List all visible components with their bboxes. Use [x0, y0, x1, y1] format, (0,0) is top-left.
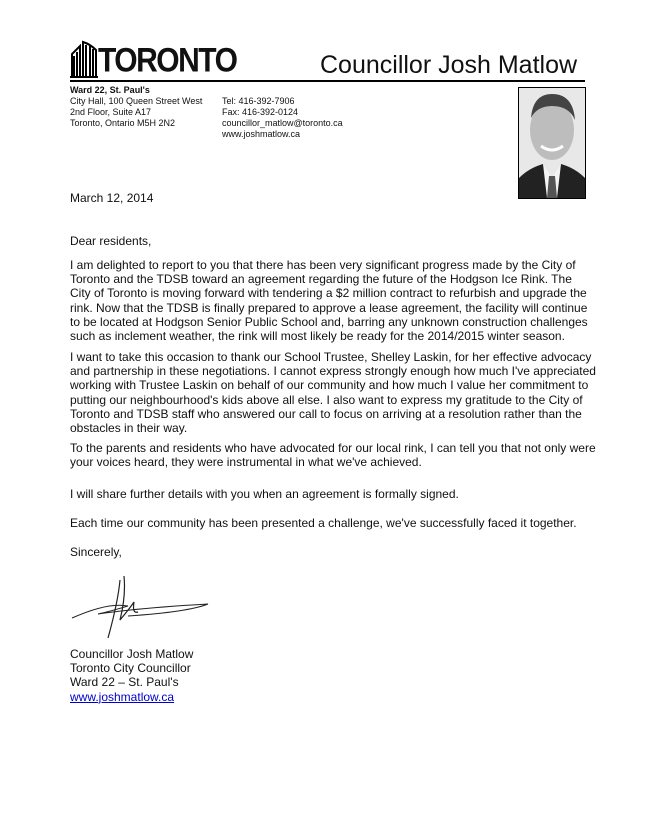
- address-line: Toronto, Ontario M5H 2N2: [70, 118, 176, 128]
- fax: Fax: 416-392-0124: [222, 107, 299, 117]
- letter-date: March 12, 2014: [70, 191, 154, 205]
- text-line: your voices heard, they were instrumental in what we've achieved.: [70, 455, 422, 470]
- text-line: Toronto and the TDSB toward an agreement regarding the future of the Hodgson Ice Rink. The: [70, 272, 572, 287]
- text-line: City of Toronto is moving forward with tendering a $2 million contract to refurbish and upgrade the: [70, 286, 587, 301]
- signer-ward: Ward 22 – St. Paul's: [70, 675, 179, 690]
- text-line: Toronto and TDSB staff who answered our call to focus on arriving at a resolution rather than the: [70, 406, 582, 421]
- ward-label: Ward 22, St. Paul's: [70, 85, 150, 95]
- address-line: City Hall, 100 Queen Street West: [70, 96, 203, 106]
- header-rule: [70, 80, 585, 82]
- text-line: I am delighted to report to you that there has been very significant progress made by the City of: [70, 258, 576, 272]
- signature-block: [70, 647, 193, 704]
- text-line: working with Trustee Laskin on behalf of our community and how much I value her commitment to: [70, 378, 589, 393]
- signer-name: Councillor Josh Matlow: [70, 647, 194, 661]
- phone: Tel: 416-392-7906: [222, 96, 295, 106]
- text-line: obstacles in their way.: [70, 421, 188, 436]
- paragraph-4: [70, 487, 459, 501]
- paragraph-5: [70, 516, 577, 530]
- text-line: To the parents and residents who have advocated for our local rink, I can tell you that not only were: [70, 441, 596, 455]
- website-link[interactable]: www.joshmatlow.ca: [70, 689, 175, 704]
- text-line: Each time our community has been presented a challenge, we've successfully faced it together.: [70, 516, 577, 530]
- address-block: [70, 85, 202, 129]
- city-hall-icon: [70, 40, 98, 78]
- text-line: I want to take this occasion to thank our School Trustee, Shelley Laskin, for her effective advocacy: [70, 350, 592, 364]
- address-line: 2nd Floor, Suite A17: [70, 107, 152, 117]
- text-line: such as inclement weather, the rink will most likely be ready for the 2014/2015 winter season.: [70, 329, 565, 344]
- text-line: putting our neighbourhood's kids above all else. I also want to express my gratitude to the City of: [70, 392, 583, 407]
- text-line: and partnership in these negotiations. I cannot express strongly enough how much I've appreciated: [70, 364, 596, 379]
- text-line: rink. Now that the TDSB is finally prepared to approve a lease agreement, the facility will continue: [70, 300, 588, 315]
- salutation: Dear residents,: [70, 234, 152, 248]
- paragraph-3: [70, 441, 596, 469]
- email: councillor_matlow@toronto.ca: [222, 118, 343, 128]
- signer-title: Toronto City Councillor: [70, 661, 191, 676]
- website: www.joshmatlow.ca: [222, 129, 301, 139]
- contact-block: [222, 96, 343, 140]
- councillor-photo: [518, 87, 586, 199]
- paragraph-1: [70, 258, 588, 343]
- text-line: to be located at Hodgson Senior Public School and, barring any unknown construction challenges: [70, 314, 588, 329]
- paragraph-2: [70, 350, 596, 435]
- toronto-logo: [70, 40, 237, 80]
- closing: Sincerely,: [70, 545, 122, 559]
- text-line: I will share further details with you when an agreement is formally signed.: [70, 487, 459, 501]
- logo-wordmark: TORONTO: [98, 41, 237, 80]
- councillor-title: Councillor Josh Matlow: [320, 51, 578, 79]
- handwritten-signature: [68, 572, 218, 644]
